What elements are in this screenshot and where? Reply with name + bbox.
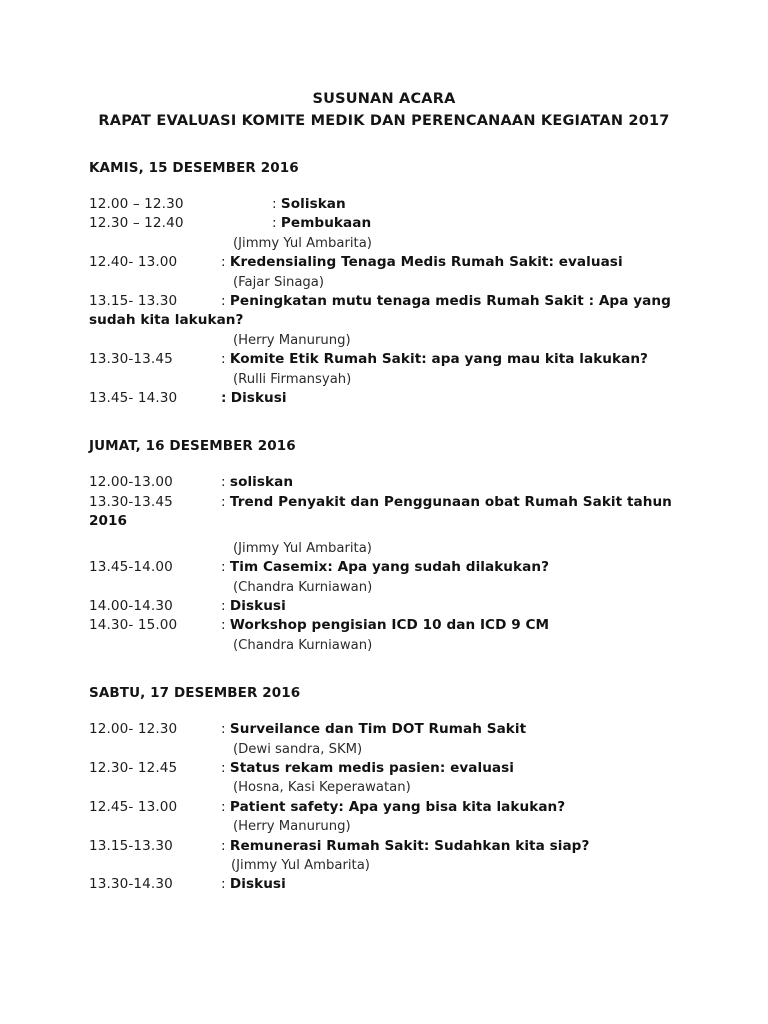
agenda-item bbox=[89, 292, 689, 350]
agenda-topic: Surveilance dan Tim DOT Rumah Sakit bbox=[229, 721, 527, 738]
agenda-row bbox=[89, 837, 689, 856]
agenda-row bbox=[89, 473, 689, 492]
agenda-time: 13.15-13.30 bbox=[89, 837, 173, 854]
agenda-row bbox=[89, 253, 689, 272]
agenda-row bbox=[89, 798, 689, 817]
agenda-speaker: (Jimmy Yul Ambarita) bbox=[233, 540, 372, 556]
agenda-time: 12.00 – 12.30 bbox=[89, 196, 184, 212]
agenda-row bbox=[89, 214, 689, 233]
agenda-row bbox=[89, 720, 689, 739]
agenda-topic: soliskan bbox=[229, 474, 294, 491]
agenda-colon: : bbox=[221, 254, 226, 271]
agenda-colon: : bbox=[221, 617, 226, 634]
day-section-jumat bbox=[89, 438, 689, 655]
day-header: JUMAT, 16 DESEMBER 2016 bbox=[89, 438, 296, 455]
agenda-topic: Peningkatan mutu tenaga medis Rumah Sakit : Apa yang sudah kita lakukan? bbox=[89, 293, 671, 329]
agenda-speaker: (Fajar Sinaga) bbox=[233, 274, 325, 290]
agenda-speaker: (Chandra Kurniawan) bbox=[233, 637, 373, 653]
agenda-topic: Trend Penyakit dan Penggunaan obat Rumah Sakit tahun 2016 bbox=[89, 493, 672, 530]
agenda-colon: : bbox=[221, 759, 226, 776]
agenda-item bbox=[89, 253, 689, 292]
agenda-item bbox=[89, 720, 689, 759]
agenda-item bbox=[89, 558, 689, 597]
agenda-time: 12.00-13.00 bbox=[89, 474, 173, 491]
agenda-speaker: (Hosna, Kasi Keperawatan) bbox=[233, 780, 411, 796]
agenda-time: 12.30- 12.45 bbox=[89, 759, 178, 776]
page-title-line-1: SUSUNAN ACARA bbox=[312, 91, 456, 107]
agenda-colon: : bbox=[221, 798, 226, 815]
agenda-row bbox=[89, 558, 689, 577]
agenda-time: 13.45- 14.30 bbox=[89, 390, 178, 407]
agenda-item bbox=[89, 837, 689, 876]
agenda-item bbox=[89, 195, 689, 214]
agenda-row bbox=[89, 597, 689, 616]
agenda-colon: : bbox=[221, 474, 226, 491]
agenda-item bbox=[89, 875, 689, 894]
agenda-colon: : bbox=[221, 837, 226, 854]
agenda-item bbox=[89, 493, 689, 558]
agenda-speaker: (Dewi sandra, SKM) bbox=[233, 741, 363, 757]
agenda-topic: Status rekam medis pasien: evaluasi bbox=[229, 759, 515, 776]
document-title-block bbox=[0, 0, 768, 132]
agenda-time: 13.30-13.45 bbox=[89, 351, 173, 368]
agenda-time: 12.30 – 12.40 bbox=[89, 215, 184, 232]
agenda-time: 12.45- 13.00 bbox=[89, 798, 178, 815]
agenda-speaker: (Jimmy Yul Ambarita) bbox=[231, 857, 370, 873]
agenda-item bbox=[89, 350, 689, 389]
agenda-topic: Tim Casemix: Apa yang sudah dilakukan? bbox=[229, 559, 550, 576]
agenda-time: 14.00-14.30 bbox=[89, 597, 173, 614]
agenda-colon: : bbox=[221, 293, 226, 310]
agenda-colon: : bbox=[221, 597, 226, 614]
agenda-speaker: (Rulli Firmansyah) bbox=[233, 371, 352, 387]
agenda-row bbox=[89, 616, 689, 635]
agenda-item bbox=[89, 597, 689, 616]
agenda-colon: : bbox=[221, 351, 226, 368]
agenda-colon: : bbox=[272, 215, 277, 232]
agenda-colon: : bbox=[221, 493, 226, 510]
agenda-topic: Kredensialing Tenaga Medis Rumah Sakit: evaluasi bbox=[229, 254, 623, 271]
agenda-row bbox=[89, 759, 689, 778]
agenda-item bbox=[89, 389, 689, 408]
agenda-row bbox=[89, 493, 689, 532]
agenda-row bbox=[89, 292, 689, 331]
agenda-topic: Diskusi bbox=[229, 597, 286, 614]
agenda-colon: : bbox=[221, 390, 227, 407]
agenda-row bbox=[89, 389, 689, 408]
agenda-item bbox=[89, 616, 689, 655]
day-section-kamis bbox=[89, 160, 689, 408]
agenda-speaker: (Herry Manurung) bbox=[233, 332, 351, 348]
agenda-topic: Pembukaan bbox=[280, 215, 372, 232]
agenda-time: 12.40- 13.00 bbox=[89, 254, 178, 271]
agenda-time: 13.30-13.45 bbox=[89, 493, 173, 510]
agenda-topic: Patient safety: Apa yang bisa kita lakukan? bbox=[229, 798, 566, 815]
agenda-row bbox=[89, 350, 689, 369]
page-title-line-2: RAPAT EVALUASI KOMITE MEDIK DAN PERENCANAAN KEGIATAN 2017 bbox=[98, 113, 670, 129]
agenda-speaker: (Chandra Kurniawan) bbox=[233, 579, 373, 595]
agenda-list bbox=[89, 195, 689, 408]
agenda-list bbox=[89, 473, 689, 655]
agenda-time: 13.30-14.30 bbox=[89, 876, 173, 893]
agenda-time: 13.15- 13.30 bbox=[89, 293, 178, 310]
agenda-topic: Diskusi bbox=[229, 876, 286, 893]
agenda-item bbox=[89, 214, 689, 253]
agenda-row bbox=[89, 195, 689, 214]
day-section-sabtu bbox=[89, 685, 689, 895]
agenda-time: 14.30- 15.00 bbox=[89, 617, 178, 634]
agenda-topic: Workshop pengisian ICD 10 dan ICD 9 CM bbox=[229, 617, 550, 634]
agenda-topic: Diskusi bbox=[230, 390, 287, 407]
agenda-item bbox=[89, 473, 689, 492]
agenda-time: 12.00- 12.30 bbox=[89, 721, 178, 738]
agenda-colon: : bbox=[272, 196, 277, 212]
agenda-speaker: (Jimmy Yul Ambarita) bbox=[233, 235, 372, 251]
agenda-topic: Soliskan bbox=[280, 196, 346, 212]
agenda-colon: : bbox=[221, 876, 226, 893]
agenda-row bbox=[89, 875, 689, 894]
day-header: SABTU, 17 DESEMBER 2016 bbox=[89, 685, 301, 702]
agenda-item bbox=[89, 798, 689, 837]
agenda-colon: : bbox=[221, 721, 226, 738]
agenda-list bbox=[89, 720, 689, 895]
agenda-item bbox=[89, 759, 689, 798]
agenda-speaker: (Herry Manurung) bbox=[233, 819, 351, 835]
agenda-topic: Komite Etik Rumah Sakit: apa yang mau kita lakukan? bbox=[229, 351, 648, 368]
agenda-topic: Remunerasi Rumah Sakit: Sudahkan kita siap? bbox=[229, 837, 590, 854]
day-header: KAMIS, 15 DESEMBER 2016 bbox=[89, 160, 299, 176]
agenda-colon: : bbox=[221, 559, 226, 576]
agenda-time: 13.45-14.00 bbox=[89, 559, 173, 576]
